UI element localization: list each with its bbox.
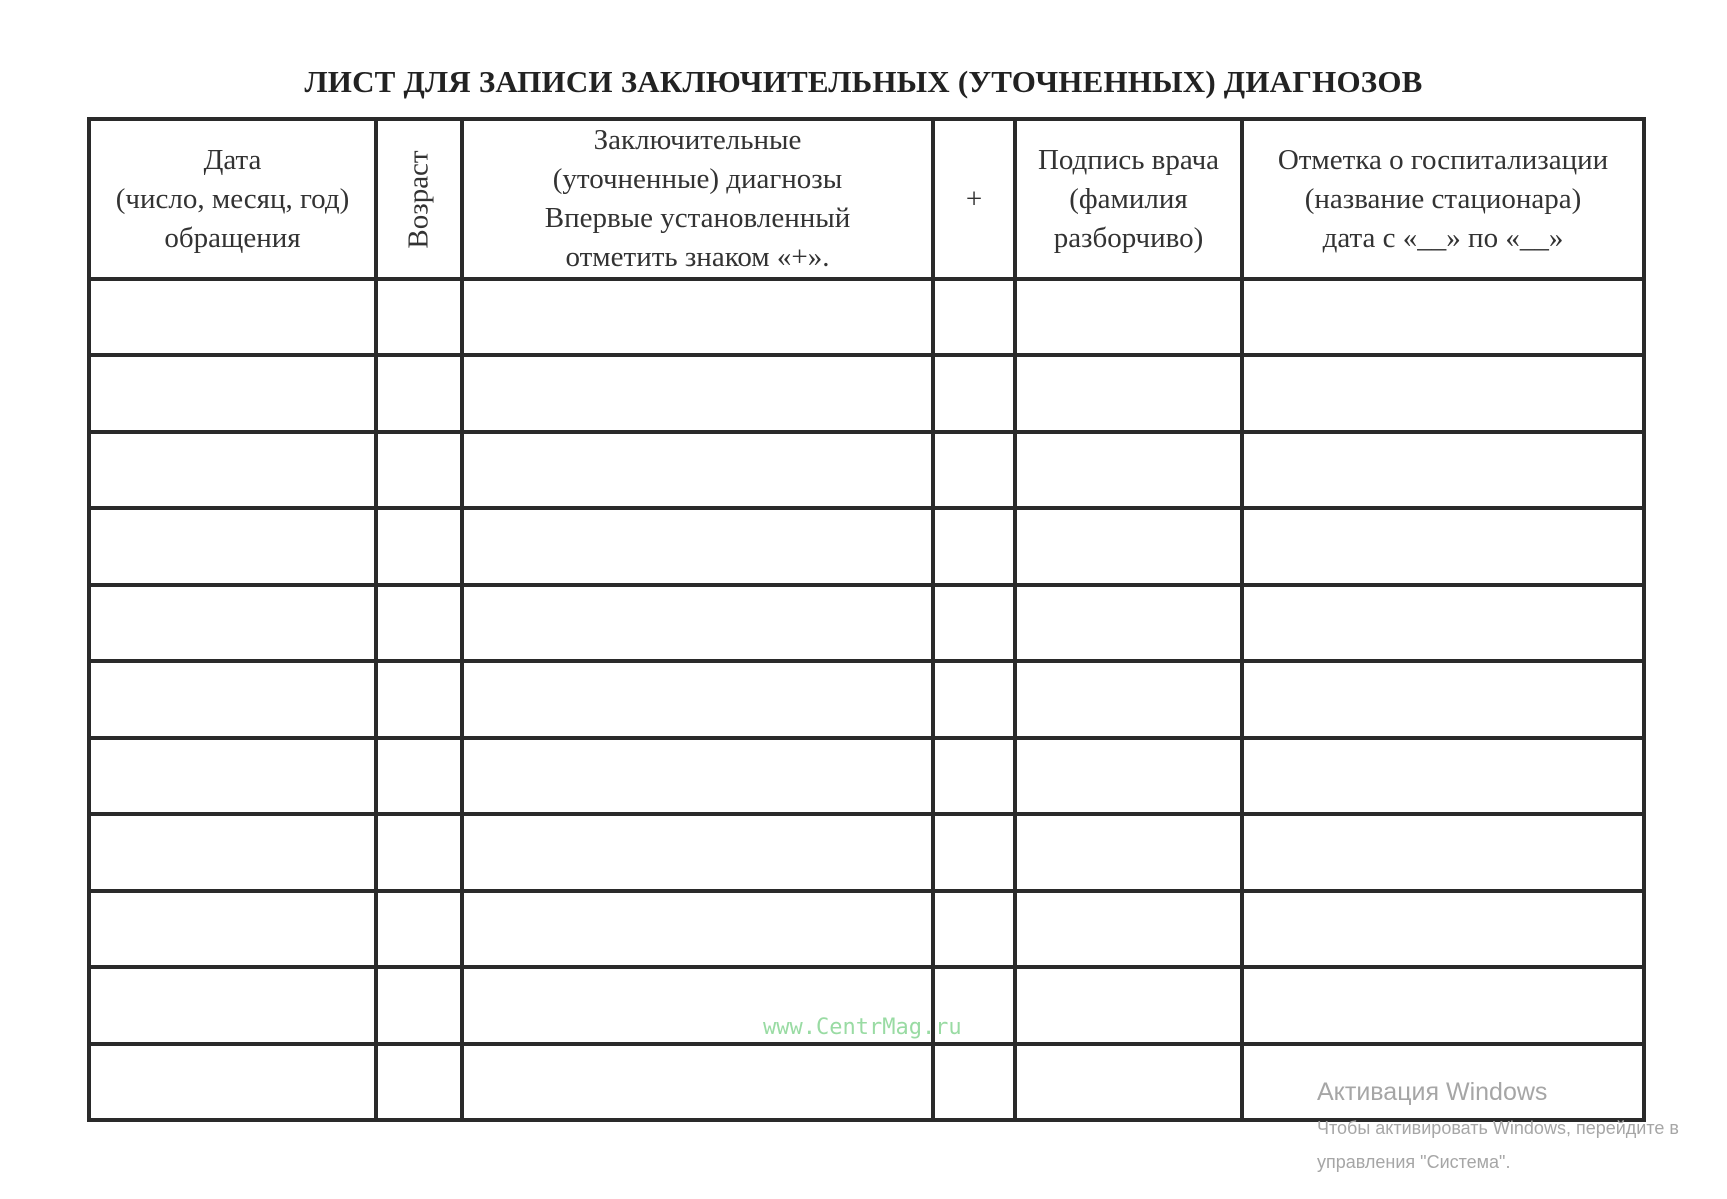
date-cell[interactable] [89,1044,376,1120]
table-row [89,661,1644,737]
site-watermark: www.CentrMag.ru [763,1015,962,1040]
age-cell[interactable] [376,738,462,814]
header-doctor-signature: Подпись врача (фамилия разборчиво) [1015,119,1242,279]
signature-cell[interactable] [1015,814,1242,890]
date-cell[interactable] [89,814,376,890]
signature-cell[interactable] [1015,1044,1242,1120]
plus-cell[interactable] [933,1044,1015,1120]
table-row [89,585,1644,661]
diagnosis-cell[interactable] [462,891,933,967]
signature-cell[interactable] [1015,661,1242,737]
plus-cell[interactable] [933,279,1015,355]
table-row [89,279,1644,355]
hospitalization-cell[interactable] [1242,967,1644,1043]
date-cell[interactable] [89,585,376,661]
plus-cell[interactable] [933,432,1015,508]
diagnosis-cell[interactable] [462,1044,933,1120]
age-cell[interactable] [376,1044,462,1120]
signature-cell[interactable] [1015,891,1242,967]
signature-cell[interactable] [1015,967,1242,1043]
plus-cell[interactable] [933,508,1015,584]
age-cell[interactable] [376,814,462,890]
hospitalization-cell[interactable] [1242,585,1644,661]
windows-activation-notice [1317,1078,1679,1175]
table-row [89,508,1644,584]
header-row [89,119,1644,279]
diagnoses-table [87,117,1646,1122]
diagnosis-cell[interactable] [462,738,933,814]
signature-cell[interactable] [1015,279,1242,355]
hospitalization-cell[interactable] [1242,355,1644,431]
table-row [89,891,1644,967]
activation-title: Активация Windows [1317,1078,1548,1106]
diagnosis-cell[interactable] [462,279,933,355]
age-cell[interactable] [376,355,462,431]
date-cell[interactable] [89,661,376,737]
header-date: Дата (число, месяц, год) обращения [89,119,376,279]
age-cell[interactable] [376,279,462,355]
age-cell[interactable] [376,967,462,1043]
age-cell[interactable] [376,661,462,737]
form-title: ЛИСТ ДЛЯ ЗАПИСИ ЗАКЛЮЧИТЕЛЬНЫХ (УТОЧНЕННЫХ) ДИАГНОЗОВ [304,64,1423,99]
date-cell[interactable] [89,967,376,1043]
plus-cell[interactable] [933,891,1015,967]
table-row [89,814,1644,890]
age-cell[interactable] [376,508,462,584]
signature-cell[interactable] [1015,432,1242,508]
signature-cell[interactable] [1015,355,1242,431]
plus-cell[interactable] [933,585,1015,661]
plus-cell[interactable] [933,814,1015,890]
hospitalization-cell[interactable] [1242,279,1644,355]
age-cell[interactable] [376,585,462,661]
signature-cell[interactable] [1015,508,1242,584]
signature-cell[interactable] [1015,585,1242,661]
header-age: Возраст [376,119,462,279]
date-cell[interactable] [89,508,376,584]
diagnosis-cell[interactable] [462,508,933,584]
header-plus: + [933,119,1015,279]
age-cell[interactable] [376,432,462,508]
table-body [89,279,1644,1120]
hospitalization-cell[interactable] [1242,738,1644,814]
hospitalization-cell[interactable] [1242,814,1644,890]
table-row [89,355,1644,431]
hospitalization-cell[interactable] [1242,661,1644,737]
plus-cell[interactable] [933,738,1015,814]
signature-cell[interactable] [1015,738,1242,814]
date-cell[interactable] [89,279,376,355]
hospitalization-cell[interactable] [1242,432,1644,508]
diagnosis-cell[interactable] [462,432,933,508]
diagnosis-cell[interactable] [462,814,933,890]
header-hospitalization: Отметка о госпитализации (название стационара) дата с «__» по «__» [1242,119,1644,279]
diagnosis-cell[interactable] [462,355,933,431]
plus-cell[interactable] [933,661,1015,737]
hospitalization-cell[interactable] [1242,508,1644,584]
diagnosis-cell[interactable] [462,661,933,737]
header-diagnoses: Заключительные (уточненные) диагнозы Впервые установленный отметить знаком «+». [462,119,933,279]
table-row [89,432,1644,508]
activation-line-1: Чтобы активировать Windows, перейдите в [1317,1118,1679,1138]
date-cell[interactable] [89,355,376,431]
diagnosis-cell[interactable] [462,585,933,661]
table-row [89,738,1644,814]
activation-line-2: управления "Система". [1317,1152,1511,1172]
hospitalization-cell[interactable] [1242,891,1644,967]
age-cell[interactable] [376,891,462,967]
date-cell[interactable] [89,738,376,814]
plus-cell[interactable] [933,355,1015,431]
date-cell[interactable] [89,891,376,967]
date-cell[interactable] [89,432,376,508]
